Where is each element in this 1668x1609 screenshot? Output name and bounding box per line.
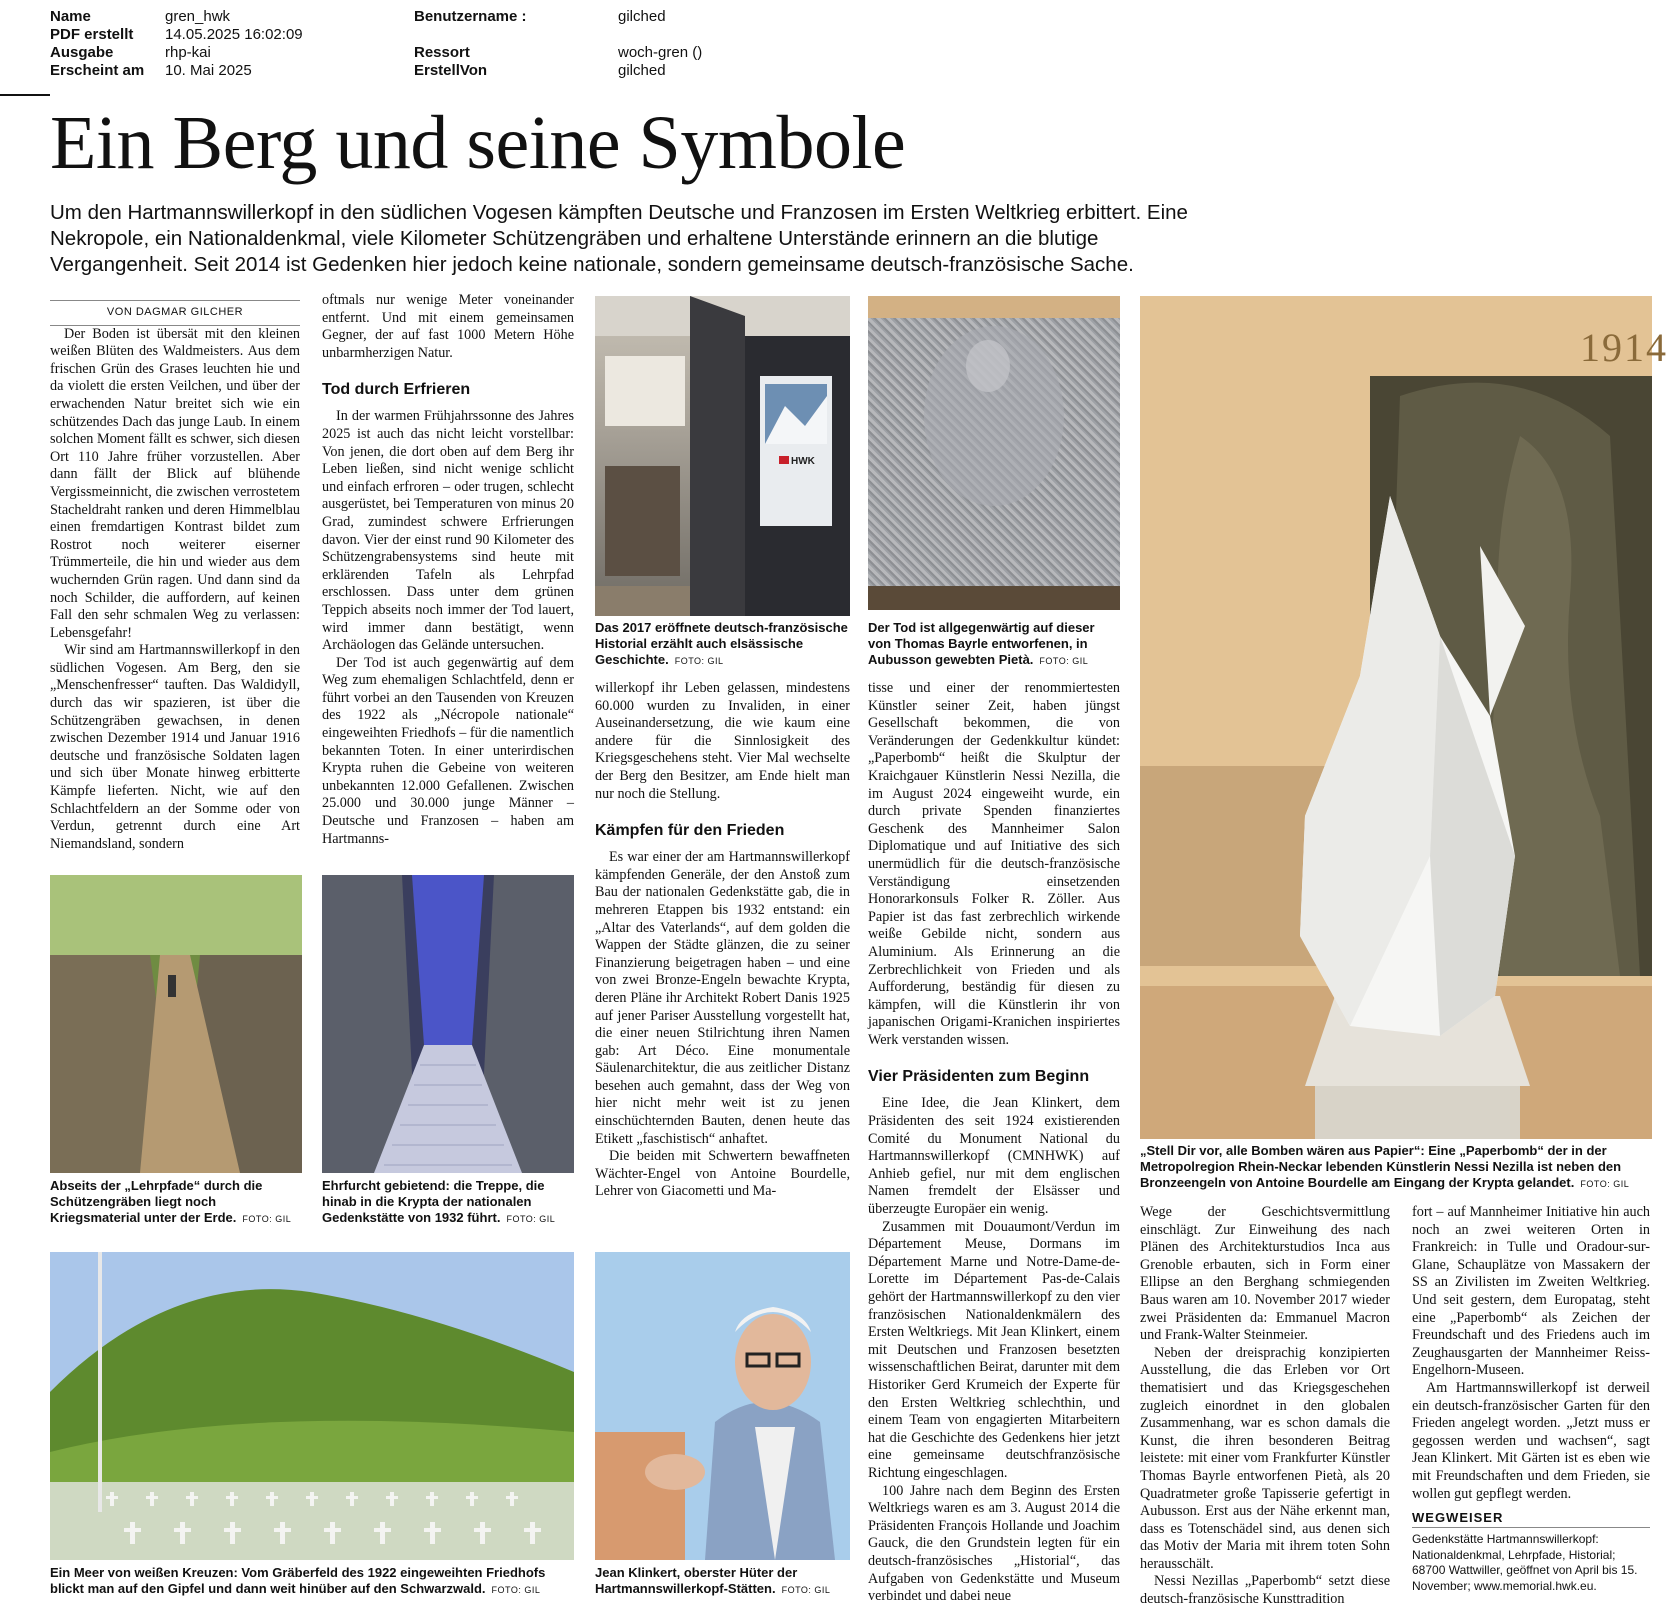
photo-paperbomb	[1140, 296, 1668, 1139]
subheading-tod-durch-erfrieren: Tod durch Erfrieren	[322, 381, 471, 399]
article-column-5	[1140, 1204, 1390, 1609]
trench-illustration	[50, 875, 302, 1173]
body-paragraph: Zusammen mit Douaumont/Verdun im Département Meuse, Dormans im Département Marne und Notre-Dame-de-Lorette im Département Pas-de-Calais gehört der Hartmannswillerkopf zu den vier französischen Nationaldenkmälern des Ersten Weltkriegs. Mit Jean Klinkert, einem mit Deutschen und Franzosen besetzten wissenschaftlichen Beirat, darunter mit dem Historiker Gerd Krumeich der Experte für den Ersten Weltkrieg schlechthin, und einem Team von engagierten Mitarbeitern hat die Geschichte des Gedenkens hier jetzt eine gemeinsame deutschfranzösische Richtung eingeschlagen.	[868, 1218, 1120, 1481]
headline: Ein Berg und seine Symbole	[50, 101, 906, 185]
body-paragraph: oftmals nur wenige Meter voneinander entfernt. Und mit einem gemeinsamen Gegner, der auf fast 1000 Metern Höhe unbarmherzigen Natur.	[322, 292, 574, 361]
ressort-value: woch-gren ()	[618, 44, 703, 61]
pdf-label: PDF erstellt	[50, 26, 134, 43]
photo-credit: FOTO: GIL	[781, 1585, 831, 1595]
lead-paragraph: Um den Hartmannswillerkopf in den südlichen Vogesen kämpften Deutsche und Franzosen im Ersten Weltkrieg erbittert. Eine Nekropole, ein Nationaldenkmal, viele Kilometer Schützengräben und erhaltene Unterstände erinnern an die blutige Vergangenheit. Seit 2014 ist Gedenken hier jedoch keine nationale, sondern gemeinsame deutsch-französische Sache.	[50, 201, 1188, 276]
subheading-kaempfen-fuer-den-frieden: Kämpfen für den Frieden	[595, 822, 785, 840]
caption-pieta: Der Tod ist allgegenwärtig auf dieser von Thomas Bayrle entworfenen, in Aubusson gewebten Pietà. FOTO: GIL	[868, 620, 1095, 667]
caption-lehrpfade: Abseits der „Lehrpfade“ durch die Schützengräben liegt noch Kriegsmaterial unter der Erde. FOTO: GIL	[50, 1178, 292, 1225]
body-paragraph: Die beiden mit Schwertern bewaffneten Wächter-Engel von Antoine Bourdelle, Lehrer von Giacometti und Ma-	[595, 1148, 850, 1200]
body-paragraph: Es war einer der am Hartmannswillerkopf kämpfenden Generäle, der den Anstoß zum Bau der nationalen Gedenkstätte gab, die in mehreren Etappen bis 1932 entstand: ein „Altar des Vaterlands“, auf dem golden die Wappen der Städte glänzen, die zu seiner Finanzierung beigetragen haben – und eine von zwei Bronze-Engeln bewachte Krypta, deren Pläne ihr Architekt Robert Danis 1925 auf jener Pariser Ausstellung vorgestellt hat, die einer neuen Stilrichtung ihren Namen gab: Art Déco. Eine monumentale Säulenarchitektur, die aus zeitlicher Distanz besehen auch gemahnt, dass der Weg von hier nicht mehr weit ist zu jenen einschüchternden Bauten, denen heute das Etikett „faschistisch“ anhaftet.	[595, 849, 850, 1147]
caption-paperbomb: „Stell Dir vor, alle Bomben wären aus Papier“: Eine „Paperbomb“ der in der Metropolregion Rhein-Neckar lebenden Künstlerin Nessi Nezilla ist neben den Bronzeengeln von Antoine Bourdelle am Eingang der Krypta gelandet. FOTO: GIL	[1140, 1143, 1630, 1190]
photo-pieta-tapestry	[868, 296, 1120, 610]
body-paragraph: willerkopf ihr Leben gelassen, mindestens 60.000 wurden zu Invaliden, in einer Auseinandersetzung, die wie kaum eine andere für die Sinnlosigkeit des Kriegsgeschehens steht. Vier Mal wechselte der Berg den Besitzer, am Ende hielt man nur noch die Stellung.	[595, 680, 850, 802]
pdf-value: 14.05.2025 16:02:09	[165, 26, 303, 43]
body-paragraph: Wir sind am Hartmannswillerkopf in den südlichen Vogesen. Am Berg, den sie „Menschenfresser“ tauften. Das Waldidyll, durch das wir spazieren, ist über die Schützengräben gewachsen, in denen zwischen Dezember 1914 und Januar 1916 deutsche und französische Soldaten lagen und sich über Monate hinweg erbitterte Kämpfe lieferten. Nicht, wie auf den Schlachtfeldern an der Somme oder von Verdun, getrennt durch eine Art Niemandsland, sondern	[50, 642, 300, 852]
wegweiser-title: WEGWEISER	[1412, 1510, 1650, 1528]
photo-credit: FOTO: GIL	[506, 1214, 556, 1224]
cemetery-illustration	[50, 1252, 574, 1560]
article-column-6	[1412, 1204, 1650, 1503]
hwk-logo-text: HWK	[791, 456, 815, 467]
photo-historial	[595, 296, 850, 616]
article-column-3	[595, 680, 850, 1201]
article-column-1	[50, 300, 300, 853]
body-paragraph: tisse und einer der renommiertesten Künstler seiner Zeit, haben jüngst Gesellschaft bekommen, die von Veränderungen der Gedenkkultur kündet: „Paperbomb“ heißt die Skulptur der Kraichgauer Künstlerin Nessi Nezilla, die im August 2024 eingeweiht wurde, ein durch private Spenden finanziertes Geschenk des Mannheimer Salon Diplomatique und auf Initiative des sich unermüdlich für die deutsch-französische Verständigung einsetzenden Honorarkonsuls Folker R. Zöller. Aus Papier ist das fast zerbrechlich wirkende weiße Gebilde nicht, sondern aus Aluminium. Als Erinnerung an die Zerbrechlichkeit von Frieden und als Aufforderung, beständig für diesen zu kämpfen, will die Künstlerin ihr von japanischen Origami-Kranichen inspiriertes Werk verstanden wissen.	[868, 680, 1120, 1048]
name-label: Name	[50, 8, 91, 25]
body-paragraph: Nessi Nezillas „Paperbomb“ setzt diese deutsch-französische Kunsttradition	[1140, 1573, 1390, 1608]
meta-block-right	[414, 8, 702, 80]
body-paragraph: fort – auf Mannheimer Initiative hin auch noch an zwei weiteren Orten in Frankreich: in Tulle und Oradour-sur-Glane, Schauplätze von Massakern der SS an Zivilisten im Zweiten Weltkrieg. Und seit gestern, dem Europatag, steht eine „Paperbomb“ als Zeichen der Freundschaft und des Friedens auch im Zeughausgarten der Mannheimer Reiss-Engelhorn-Museen.	[1412, 1204, 1650, 1379]
article-column-2	[322, 292, 574, 848]
body-paragraph: Neben der dreisprachig konzipierten Ausstellung, die das Erleben vor Ort thematisiert und das Kriegsgeschehen zugleich einordnet in den globalen Zusammenhang, war es schon damals die Kunst, die ihren besonderen Beitrag leistete: mit einer vom Frankfurter Künstler Thomas Bayrle entworfenen Pietà, als 20 Quadratmeter große Tapisserie gefertigt in Aubusson. Erst aus der Nähe erkennt man, dass es Totenschädel sind, aus denen sich das Motiv der Maria mit ihrem toten Sohn herausschält.	[1140, 1344, 1390, 1572]
caption-klinkert: Jean Klinkert, oberster Hüter der Hartmannswillerkopf-Stätten. FOTO: GIL	[595, 1565, 831, 1596]
benutzer-label: Benutzername :	[414, 8, 527, 25]
photo-krypta-treppe	[322, 875, 574, 1173]
photo-jean-klinkert	[595, 1252, 850, 1560]
pieta-illustration	[868, 296, 1120, 610]
stairs-illustration	[322, 875, 574, 1173]
body-paragraph: Eine Idee, die Jean Klinkert, dem Präsidenten des seit 1924 existierenden Comité du Monument National du Hartmannswillerkopf (CMNHWK) auf Anhieb gefiel, nur mit dem englischen Namen fremdelt der Elsässer und überzeugte Europäer ein wenig.	[868, 1095, 1120, 1218]
year-plaque-text: 1914	[1580, 325, 1668, 370]
ausgabe-value: rhp-kai	[165, 44, 211, 61]
name-value: gren_hwk	[165, 8, 231, 25]
body-paragraph: In der warmen Frühjahrssonne des Jahres 2025 ist auch das nicht leicht vorstellbar: Von jenen, die dort oben auf dem Berg ihr Leben ließen, sind nicht wenige schlicht und einfach erfroren – oder trugen, schlecht ausgerüstet, bei Temperaturen von minus 20 Grad, zumindest schwere Erfrierungen davon. Vier der einst rund 90 Kilometer des Schützengrabensystems sind heute mit erklärenden Tafeln als Lehrpfad erschlossen. Dass unter dem grünen Teppich abseits noch immer der Tod lauert, wird immer dann bestätigt, wenn Archäologen das Gelände untersuchen.	[322, 408, 574, 654]
caption-kreuze: Ein Meer von weißen Kreuzen: Vom Gräberfeld des 1922 eingeweihten Friedhofs blickt man auf den Gipfel und dann weit hinüber auf den Schwarzwald. FOTO: GIL	[50, 1565, 546, 1596]
photo-graeberfeld-kreuze	[50, 1252, 574, 1560]
photo-credit: FOTO: GIL	[1039, 656, 1089, 666]
byline: VON DAGMAR GILCHER	[50, 300, 300, 326]
meta-block-left	[50, 8, 303, 80]
article-column-4	[868, 680, 1120, 1606]
body-paragraph: Der Tod ist auch gegenwärtig auf dem Weg zum ehemaligen Schlachtfeld, denn er führt vorbei an den Tausenden von Kreuzen des 1922 als „Nécropole nationale“ eingeweihten Friedhofs – für die namentlich bekannten Toten. In einer unterirdischen Krypta ruhen die Gebeine von weiteren unbekannten 12.000 Gefallenen. Zwischen 25.000 und 30.000 junge Männer – Deutsche und Franzosen – haben am Hartmanns-	[322, 654, 574, 847]
body-paragraph: Der Boden ist übersät mit den kleinen weißen Blüten des Waldmeisters. Aus dem frischen Grün des Grases leuchten hie und da violett die ersten Veilchen, und über der erwachenden Natur breitet sich wie ein schützendes Dach das junge Laub. In einem solchen Moment fällt es schwer, sich diesen Ort 110 Jahre früher vorzustellen. Aber dann fällt der Blick auf blühende Vergissmeinnicht, die zwischen verrostetem Stacheldraht ranken und deren Himmelblau einen fremdartigen Kontrast bildet zum Rostrot noch weiterer eiserner Trümmerteile, die hin und wieder aus dem wuchernden Grün ragen. Und dann sind da noch Schilder, die auffordern, auf keinen Fall den sehr schmalen Weg zu verlassen: Lebensgefahr!	[50, 325, 300, 641]
portrait-illustration	[595, 1252, 850, 1560]
photo-credit: FOTO: GIL	[242, 1214, 292, 1224]
wegweiser-box	[1412, 1510, 1650, 1594]
body-paragraph: Am Hartmannswillerkopf ist derweil ein deutsch-französischer Garten für den Frieden angelegt worden. „Jetzt muss er gegossen werden und wachsen“, sagt Jean Klinkert. Mit Gärten ist es eben wie mit Freundschaften und dem Frieden, sie wollen gut gepflegt werden.	[1412, 1379, 1650, 1502]
caption-historial: Das 2017 eröffnete deutsch-französische Historial erzählt auch elsässische Geschichte. FOTO: GIL	[595, 620, 848, 667]
photo-credit: FOTO: GIL	[674, 656, 724, 666]
erstellvon-value: gilched	[618, 62, 666, 79]
wegweiser-text: Gedenkstätte Hartmannswillerkopf: Nationaldenkmal, Lehrpfade, Historial; 68700 Wattwiller, geöffnet von April bis 15. November; www.memorial.hwk.eu.	[1412, 1532, 1638, 1593]
section-rule	[0, 94, 50, 96]
photo-credit: FOTO: GIL	[491, 1585, 541, 1595]
photo-credit: FOTO: GIL	[1580, 1179, 1630, 1189]
erscheint-value: 10. Mai 2025	[165, 62, 252, 79]
paperbomb-illustration	[1140, 296, 1652, 1139]
subheading-vier-praesidenten: Vier Präsidenten zum Beginn	[868, 1068, 1090, 1086]
ressort-label: Ressort	[414, 44, 470, 61]
erstellvon-label: ErstellVon	[414, 62, 488, 79]
caption-treppe: Ehrfurcht gebietend: die Treppe, die hinab in die Krypta der nationalen Gedenkstätte von 1932 führt. FOTO: GIL	[322, 1178, 556, 1225]
photo-lehrpfade-trench	[50, 875, 302, 1173]
erscheint-label: Erscheint am	[50, 62, 145, 79]
ausgabe-label: Ausgabe	[50, 44, 114, 61]
body-paragraph: Wege der Geschichtsvermittlung einschlägt. Zur Einweihung des nach Plänen des Architekturstudios Inca aus Grenoble erbauten, sich in Form einer Ellipse an den Berghang schmiegenden Baus waren am 10. November 2017 wieder zwei Präsidenten da: Emmanuel Macron und Frank-Walter Steinmeier.	[1140, 1204, 1390, 1344]
body-paragraph: 100 Jahre nach dem Beginn des Ersten Weltkriegs waren es am 3. August 2014 die Präsidenten François Hollande und Joachim Gauck, die den Grundstein legten für ein deutsch-französisches „Historial“, das Aufgaben von Gedenkstätte und Museum verbindet und dabei neue	[868, 1482, 1120, 1605]
benutzer-value: gilched	[618, 8, 666, 25]
